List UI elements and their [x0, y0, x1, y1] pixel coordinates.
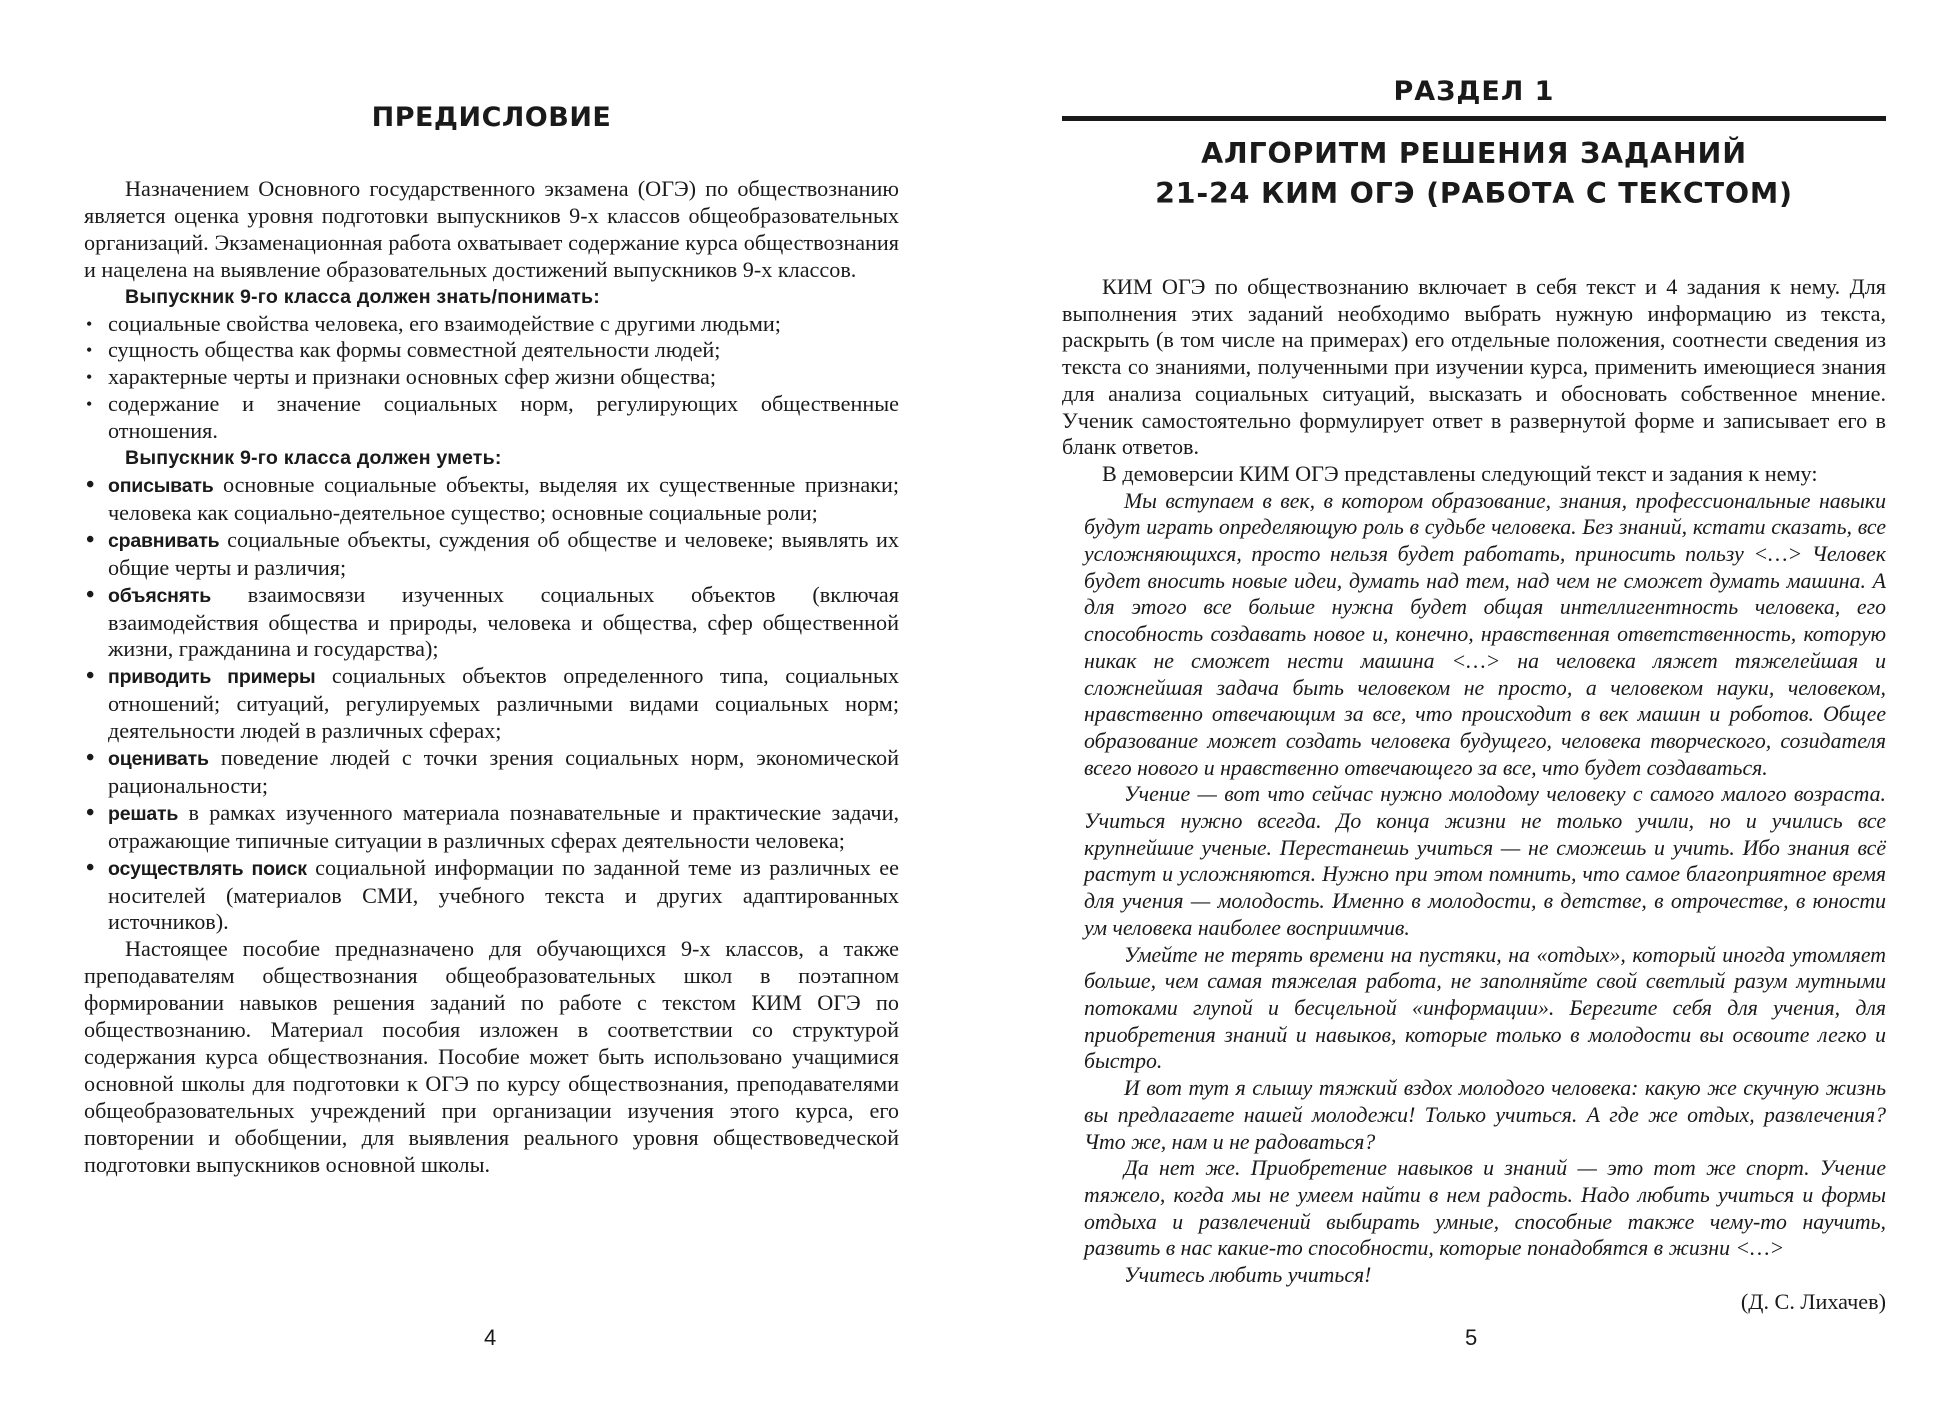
section-intro-paragraph: КИМ ОГЭ по обществознанию включает в себя текст и 4 задания к нему. Для выполнения этих заданий необходимо выбрать нужную информацию из текста, раскрыть (в том числе на примерах) его отдельные положения, соотнести сведения из текста со знаниями, полученными при изучении курса, применить имеющиеся знания для анализа социальных ситуаций, высказать и обосновать собственное мнение. Ученик самостоятельно формулирует ответ в развернутой форме и записывает его в бланк ответов.	[1062, 274, 1886, 460]
list-item: • сущность общества как формы совместной деятельности людей;	[86, 337, 721, 363]
page-number: 4	[484, 1325, 497, 1350]
quote-paragraph: Да нет же. Приобретение навыков и знаний — это тот же спорт. Учение тяжело, когда мы не умеем найти в нем радость. Надо любить учиться и формы отдыха и развлечений выбирать умные, способные также чему-то научить, развить в нас какие-то способности, которые понадобятся в жизни <…>	[1084, 1156, 1886, 1261]
skills-list	[84, 472, 899, 936]
section-title	[1062, 134, 1886, 214]
preface-closing-paragraph: Настоящее пособие предназначено для обучающихся 9-х классов, а также преподавателям обществознания общеобразовательных школ в поэтапном формировании навыков решения заданий по работе с текстом КИМ ОГЭ по обществознанию. Материал пособия изложен в соответствии со структурой содержания курса обществознания. Пособие может быть использовано учащимися основной школы для подготовки к ОГЭ по курсу обществознания, преподавателями общеобразовательных учреждений при организации изучения этого курса, его повторении и обобщении, для выявления реального уровня обществоведческой подготовки выпускников основной школы.	[84, 936, 899, 1177]
skill-verb: объяснять	[108, 584, 212, 607]
bullet-icon: •	[86, 340, 93, 361]
bullet-icon: •	[86, 367, 93, 388]
list-item: • характерные черты и признаки основных сфер жизни общества;	[86, 364, 717, 390]
skill-verb: решать	[108, 802, 179, 825]
list-item: • социальные свойства человека, его взаимодействие с другими людьми;	[86, 310, 781, 336]
quote-paragraph: Мы вступаем в век, в котором образование, знания, профессиональные навыки будут играть определяющую роль в судьбе человека. Без знаний, кстати сказать, все усложняющихся, просто нельзя будет работать, приносить пользу <…> Человек будет вносить новые идеи, думать над тем, над чем не сможет думать машина. А для этого все больше нужна будет общая интеллигентность человека, его способность создавать новое и, конечно, нравственная ответственность, которую никак не сможет нести машина <…> на человека ляжет тяжелейшая и сложнейшая задача быть человеком не просто, а человеком науки, человеком, нравственно отвечающим за все, что происходит в век машин и роботов. Общее образование может создать человека будущего, человека творческого, созидателя всего нового и нравственно отвечающего за все, что будет создаваться.	[1084, 488, 1886, 780]
demo-lead-paragraph: В демоверсии КИМ ОГЭ представлены следующий текст и задания к нему:	[1102, 460, 1818, 486]
bullet-icon: •	[86, 526, 95, 553]
section-title-line-2: 21-24 КИМ ОГЭ (РАБОТА С ТЕКСТОМ)	[1155, 177, 1793, 210]
quote-paragraph: Учение — вот что сейчас нужно молодому человеку с самого малого возраста. Учиться нужно всегда. До конца жизни не только учили, но и учились все крупнейшие ученые. Перестанешь учиться — не сможешь и учить. Ибо знания всё растут и усложняются. Нужно при этом помнить, что самое благоприятное время для учения — молодость. Именно в молодости, в детстве, в отрочестве, в юности ум человека наиболее восприимчив.	[1084, 782, 1886, 940]
quote-paragraph: Умейте не терять времени на пустяки, на «отдых», который иногда утомляет больше, чем самая тяжелая работа, не заполняйте свой светлый разум мутными потоками глупой и бесцельной «информации». Берегите себя для учения, для приобретения знаний и навыков, которые только в молодости вы освоите легко и быстро.	[1084, 942, 1886, 1074]
quote-author: (Д. С. Лихачев)	[1740, 1288, 1886, 1314]
know-heading: Выпускник 9-го класса должен знать/понимать:	[125, 285, 600, 308]
page-number: 5	[1465, 1325, 1478, 1350]
skill-verb: описывать	[108, 474, 214, 497]
quoted-text	[1062, 488, 1886, 1289]
skill-verb: оценивать	[108, 748, 209, 771]
list-item: • сравнивать социальные объекты, суждения об обществе и человеке; выявлять их общие черты и различия;	[86, 526, 899, 580]
preface-intro-paragraph: Назначением Основного государственного экзамена (ОГЭ) по обществознанию является оценка уровня подготовки выпускников 9-х классов общеобразовательных организаций. Экзаменационная работа охватывает содержание курса обществознания и нацелена на выявление образовательных достижений выпускников 9-х классов.	[84, 176, 899, 282]
skills-heading: Выпускник 9-го класса должен уметь:	[125, 447, 502, 470]
list-item: • оценивать поведение людей с точки зрения социальных норм, экономической рациональности;	[86, 745, 899, 798]
bullet-icon: •	[86, 394, 93, 415]
bullet-icon: •	[86, 799, 95, 826]
list-item: • решать в рамках изученного материала познавательные и практические задачи, отражающие типичные ситуации в различных сферах деятельности человека;	[86, 799, 899, 853]
skill-verb: осуществлять поиск	[108, 857, 307, 880]
bullet-icon: •	[86, 663, 95, 690]
section-divider	[1062, 116, 1886, 121]
section-label: РАЗДЕЛ 1	[1393, 76, 1555, 107]
list-item: • содержание и значение социальных норм, регулирующих общественные отношения.	[86, 391, 899, 444]
section-body	[1062, 274, 1886, 1315]
bullet-icon: •	[86, 854, 95, 881]
list-item: • приводить примеры социальных объектов определенного типа, социальных отношений; ситуаций, регулируемых различными видами социальных норм; деятельности людей в различных сферах;	[86, 663, 899, 744]
bullet-icon: •	[86, 581, 95, 608]
preface-body	[84, 176, 899, 1179]
section-title-line-1: АЛГОРИТМ РЕШЕНИЯ ЗАДАНИЙ	[1201, 137, 1747, 170]
quote-paragraph: Учитесь любить учиться!	[1124, 1263, 1372, 1288]
bullet-icon: •	[86, 745, 95, 772]
bullet-icon: •	[86, 313, 93, 334]
skill-verb: сравнивать	[108, 529, 220, 552]
know-list	[84, 311, 899, 446]
list-item: • объяснять взаимосвязи изученных социальных объектов (включая взаимодействия общества и природы, человека и общества, сфер общественной жизни, гражданина и государства);	[86, 581, 899, 662]
quote-paragraph: И вот тут я слышу тяжкий вздох молодого человека: какую же скучную жизнь вы предлагаете нашей молодежи! Только учиться. А где же отдых, развлечения? Что же, нам и не радоваться?	[1084, 1076, 1886, 1154]
right-page	[973, 0, 1946, 1416]
bullet-icon: •	[86, 471, 95, 498]
preface-title: ПРЕДИСЛОВИЕ	[371, 102, 612, 133]
list-item: • описывать основные социальные объекты, выделяя их существенные признаки; человека как социально-деятельное существо; основные социальные роли;	[86, 471, 899, 525]
list-item: • осуществлять поиск социальной информации по заданной теме из различных ее носителей (материалов СМИ, учебного текста и других адаптированных источников).	[86, 854, 899, 935]
skill-verb: приводить примеры	[108, 666, 316, 689]
